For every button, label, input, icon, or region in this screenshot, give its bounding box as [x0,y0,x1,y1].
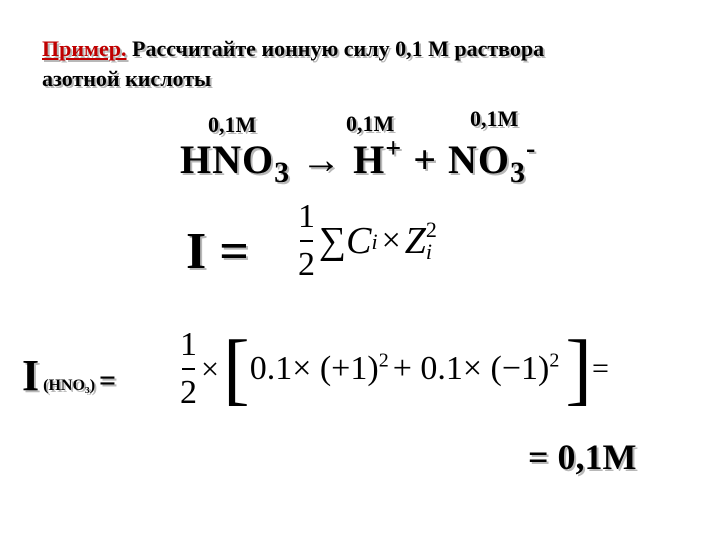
calc-trailing-equals: = [592,352,609,385]
term-minus-one: + 0.1× (−1) [392,350,550,387]
concentration-no3: 0,1М [470,106,519,131]
plus-no3: + NO [402,137,511,182]
calc-denominator: 2 [180,374,197,411]
calc-equals: = [99,364,117,397]
formula-lhs: I = [186,223,249,280]
term-plus-one: 0.1× (+1) [249,350,379,387]
fraction-bar [300,240,313,242]
formula-fraction [298,198,315,284]
index-i-2: i [425,239,433,264]
power-two: 2 [425,217,437,242]
calc-numerator: 1 [180,326,197,363]
arrow-h: → H [290,137,386,182]
calc-subscript: (HNO₃) [43,377,96,394]
no3-subscript: 3 [510,156,527,189]
formula-rhs [298,198,437,284]
title-text-1: Рассчитайте ионную силу 0,1 М раствора [126,36,545,61]
index-i-1: i [371,228,378,254]
title-line-2: азотной кислоты [42,66,212,91]
dissociation-equation [180,133,537,189]
times-symbol: × [381,222,401,259]
h-charge: + [385,133,403,165]
calc-fraction-bar [182,368,195,370]
no3-charge: - [526,133,537,165]
concentration-h: 0,1М [346,111,395,136]
fraction-denominator: 2 [298,246,315,283]
sigma-symbol: ∑ [319,220,347,262]
calculation-lhs [22,350,116,401]
hno3-subscript: 3 [274,156,291,189]
power-2: 2 [549,349,560,372]
power-1: 2 [378,349,389,372]
result: = 0,1М [528,437,637,477]
title-line-1 [42,36,544,62]
example-label: Пример. [42,36,127,61]
calc-I: I [22,351,40,400]
concentration-hno3: 0,1М [208,112,257,137]
right-bracket: ] [565,325,592,413]
left-bracket: [ [223,325,250,413]
charge-symbol: Z [404,220,426,262]
calc-fraction [180,326,197,412]
z-scripts [426,219,437,263]
calculation-rhs [180,326,609,412]
hno3-formula: HNO [180,137,275,182]
calc-times: × [201,350,220,387]
concentration-symbol: C [346,220,372,262]
fraction-numerator: 1 [298,198,315,235]
